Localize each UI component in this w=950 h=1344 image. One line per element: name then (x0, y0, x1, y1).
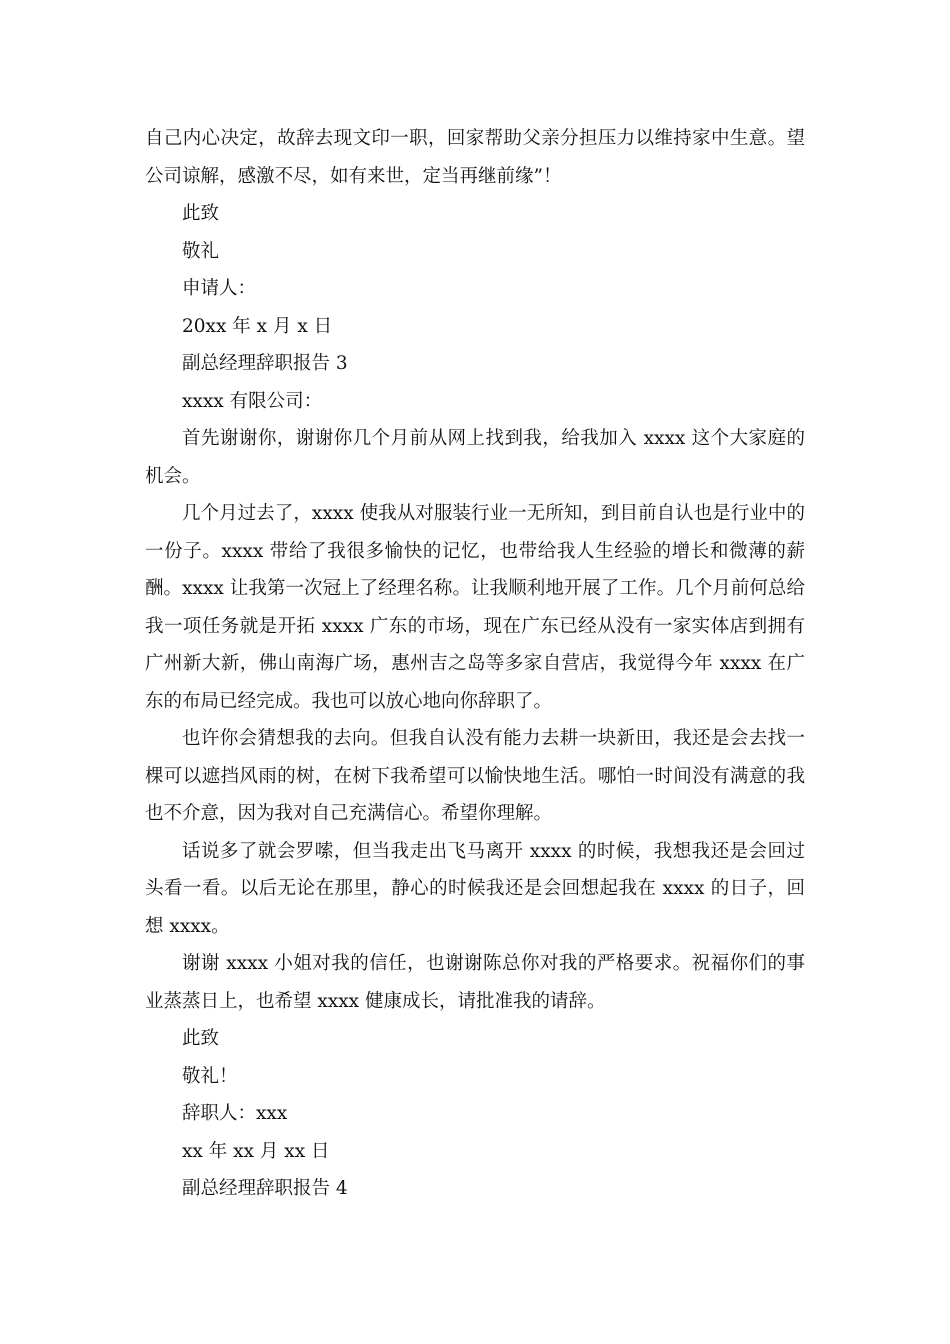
paragraph: 谢谢 xxxx 小姐对我的信任，也谢谢陈总你对我的严格要求。祝福你们的事业蒸蒸日上，也希望 xxxx 健康成长，请批准我的请辞。 (145, 953, 805, 1012)
closing-ci-zhi: 此致 (182, 203, 220, 224)
closing-jing-li: 敬礼！ (182, 1065, 238, 1087)
section-heading-3: 副总经理辞职报告 3 (182, 353, 348, 374)
closing-ci-zhi: 此致 (182, 1028, 220, 1049)
paragraph: 也许你会猜想我的去向。但我自认没有能力去耕一块新田，我还是会去找一棵可以遮挡风雨的树，在树下我希望可以愉快地生活。哪怕一时间没有满意的我也不介意，因为我对自己充满信心。希望你理解。 (145, 728, 805, 824)
paragraph-continued: 自己内心决定，故辞去现文印一职，回家帮助父亲分担压力以维持家中生意。望公司谅解，感激不尽，如有来世，定当再继前缘”！ (145, 128, 805, 187)
section-heading-4: 副总经理辞职报告 4 (182, 1178, 348, 1199)
paragraph: 话说多了就会罗嗦，但当我走出飞马离开 xxxx 的时候，我想我还是会回过头看一看。以后无论在那里，静心的时候我还是会回想起我在 xxxx 的日子，回想 xxxx。 (145, 840, 805, 937)
salutation: xxxx 有限公司： (182, 390, 323, 412)
applicant-label: 申请人： (182, 278, 257, 299)
paragraph: 首先谢谢你，谢谢你几个月前从网上找到我，给我加入 xxxx 这个大家庭的机会。 (145, 428, 805, 487)
document-body (145, 120, 805, 1208)
date-line: 20xx 年 x 月 x 日 (182, 315, 333, 337)
resigner-signature: 辞职人：xxx (182, 1103, 288, 1124)
closing-jing-li: 敬礼 (182, 240, 220, 262)
paragraph: 几个月过去了，xxxx 使我从对服装行业一无所知，到目前自认也是行业中的一份子。xxxx 带给了我很多愉快的记忆，也带给我人生经验的增长和微薄的薪酬。xxxx 让我第一次冠上了经理名称。让我顺利地开展了工作。几个月前何总给我一项任务就是开拓 xxxx 广东的市场，现在广东已经从没有一家实体店到拥有广州新大新，佛山南海广场，惠州吉之岛等多家自营店，我觉得今年 xxxx 在广东的布局已经完成。我也可以放心地向你辞职了。 (145, 503, 805, 712)
date-line: xx 年 xx 月 xx 日 (182, 1140, 330, 1162)
